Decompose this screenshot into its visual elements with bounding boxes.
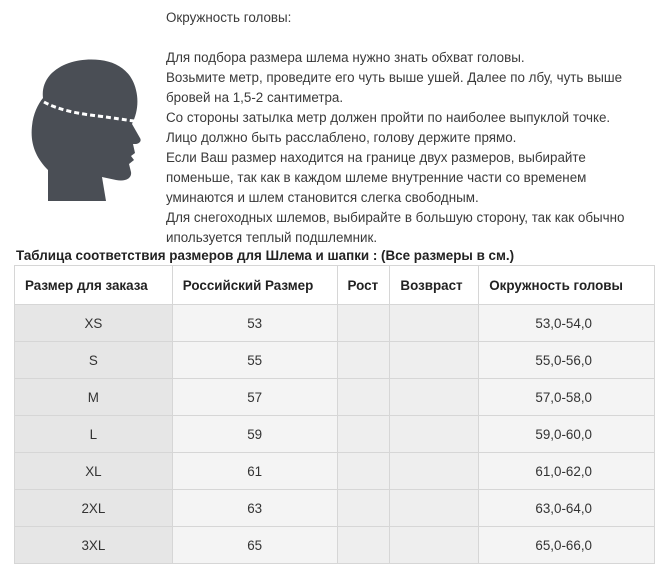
cell-order-size: M (15, 379, 173, 416)
cell-age (390, 490, 479, 527)
cell-age (390, 305, 479, 342)
table-row (15, 379, 655, 416)
cell-height (337, 305, 390, 342)
header-order-size: Размер для заказа (15, 266, 173, 305)
table-row (15, 342, 655, 379)
instruction-line: поменьше, так как в каждом шлеме внутренние части со временем (166, 170, 587, 185)
cell-order-size: XS (15, 305, 173, 342)
instruction-line: Для снегоходных шлемов, выбирайте в большую сторону, так как обычно (166, 210, 625, 225)
cell-head-circumference: 55,0-56,0 (479, 342, 655, 379)
table-header-row (15, 266, 655, 305)
cell-order-size: L (15, 416, 173, 453)
cell-height (337, 490, 390, 527)
cell-russian-size: 55 (172, 342, 337, 379)
table-row (15, 416, 655, 453)
cell-russian-size: 65 (172, 527, 337, 564)
cell-age (390, 342, 479, 379)
instruction-line: бровей на 1,5-2 сантиметра. (166, 90, 344, 105)
instructions-heading: Окружность головы: (166, 10, 292, 25)
cell-order-size: XL (15, 453, 173, 490)
table-row (15, 527, 655, 564)
cell-age (390, 416, 479, 453)
instruction-line: Для подбора размера шлема нужно знать обхват головы. (166, 50, 525, 65)
cell-head-circumference: 65,0-66,0 (479, 527, 655, 564)
instruction-line: Со стороны затылка метр должен пройти по наиболее выпуклой точке. (166, 110, 611, 125)
cell-head-circumference: 59,0-60,0 (479, 416, 655, 453)
instruction-line: Возьмите метр, проведите его чуть выше ушей. Далее по лбу, чуть выше (166, 70, 623, 85)
table-row (15, 305, 655, 342)
cell-russian-size: 57 (172, 379, 337, 416)
cell-head-circumference: 53,0-54,0 (479, 305, 655, 342)
instruction-line: ипользуется теплый подшлемник. (166, 230, 378, 245)
cell-order-size: 3XL (15, 527, 173, 564)
cell-height (337, 416, 390, 453)
instruction-line: Лицо должно быть расслаблено, голову держите прямо. (166, 130, 517, 145)
sizing-instructions (166, 8, 666, 248)
cell-order-size: 2XL (15, 490, 173, 527)
table-row (15, 490, 655, 527)
head-silhouette (32, 60, 141, 201)
cell-head-circumference: 57,0-58,0 (479, 379, 655, 416)
cell-head-circumference: 61,0-62,0 (479, 453, 655, 490)
table-row (15, 453, 655, 490)
cell-russian-size: 59 (172, 416, 337, 453)
header-head-circumference: Окружность головы (479, 266, 655, 305)
cell-age (390, 453, 479, 490)
cell-russian-size: 61 (172, 453, 337, 490)
header-russian-size: Российский Размер (172, 266, 337, 305)
instruction-line: Если Ваш размер находится на границе двух размеров, выбирайте (166, 150, 586, 165)
cell-height (337, 342, 390, 379)
header-height: Рост (337, 266, 390, 305)
header-age: Возвраст (390, 266, 479, 305)
cell-russian-size: 53 (172, 305, 337, 342)
cell-age (390, 527, 479, 564)
cell-russian-size: 63 (172, 490, 337, 527)
head-measurement-icon (18, 58, 142, 201)
table-title: Таблица соответствия размеров для Шлема и шапки : (Все размеры в см.) (16, 248, 515, 263)
cell-height (337, 453, 390, 490)
instruction-line: уминаются и шлем становится слегка свободным. (166, 190, 479, 205)
size-table (14, 265, 655, 564)
cell-height (337, 527, 390, 564)
cell-head-circumference: 63,0-64,0 (479, 490, 655, 527)
cell-order-size: S (15, 342, 173, 379)
cell-height (337, 379, 390, 416)
cell-age (390, 379, 479, 416)
